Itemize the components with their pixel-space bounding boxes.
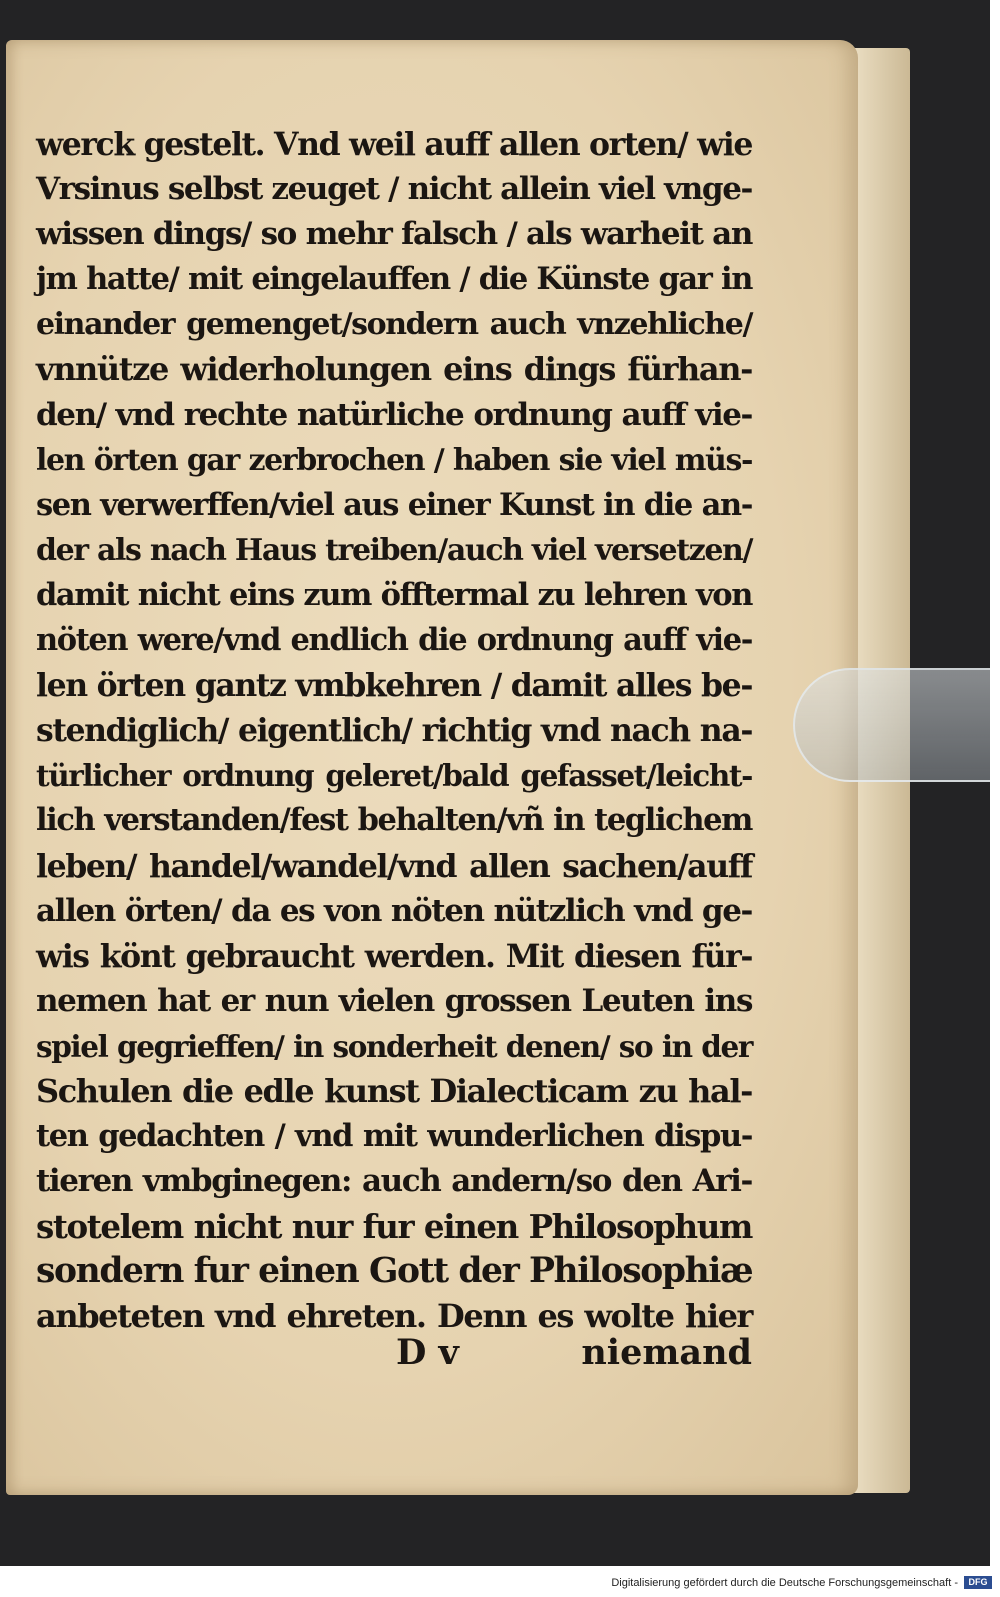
text-line: türlicher ordnung geleret/bald gefasset/leicht- — [36, 758, 752, 794]
text-line: sen verwerffen/viel aus einer Kunst in die an- — [36, 486, 752, 523]
text-line: sondern fur einen Gott der Philosophiæ — [36, 1251, 753, 1292]
text-line: jm hatte/ mit eingelauffen / die Künste gar in — [36, 261, 752, 298]
text-line: stendiglich/ eigentlich/ richtig vnd nach na- — [36, 712, 752, 750]
text-line: nemen hat er nun vielen grossen Leuten ins — [36, 982, 752, 1019]
text-line: Vrsinus selbst zeuget / nicht allein viel vnge- — [36, 171, 752, 208]
text-line: spiel gegrieffen/ in sonderheit denen/ so in der — [36, 1028, 752, 1064]
text-line: ten gedachten / vnd mit wunderlichen dispu- — [36, 1118, 752, 1155]
text-line: vnnütze widerholungen eins dings fürhan- — [36, 350, 752, 389]
text-line: stotelem nicht nur fur einen Philosophum — [36, 1207, 752, 1247]
text-line: anbeteten vnd ehreten. Denn es wolte hier — [36, 1297, 752, 1336]
text-line: Schulen die edle kunst Dialecticam zu hal- — [36, 1071, 752, 1110]
text-line: den/ vnd rechte natürliche ordnung auff vie- — [36, 396, 752, 433]
text-line: tieren vmbginegen: auch andern/so den Ari- — [36, 1163, 752, 1200]
text-line: wissen dings/ so mehr falsch / als warheit an — [36, 216, 752, 253]
credit-text: Digitalisierung gefördert durch die Deutsche Forschungsgemeinschaft - — [611, 1577, 958, 1589]
text-line: wis könt gebraucht werden. Mit diesen für- — [36, 937, 752, 975]
page-foot — [36, 1332, 752, 1378]
text-line: werck gestelt. Vnd weil auff allen orten/ wie — [36, 126, 752, 163]
catchword: niemand — [581, 1332, 752, 1373]
page-clip — [793, 668, 990, 782]
dfg-logo: DFG — [964, 1576, 992, 1589]
text-line: leben/ handel/wandel/vnd allen sachen/auff — [36, 847, 752, 885]
credit-bar — [0, 1566, 1000, 1597]
text-line: len örten gantz vmbkehren / damit alles be- — [36, 667, 752, 705]
text-line: einander gemenget/sondern auch vnzehliche/ — [36, 307, 752, 343]
text-line: nöten were/vnd endlich die ordnung auff vie- — [36, 622, 752, 659]
signature-mark: D v — [396, 1332, 459, 1373]
text-line: der als nach Haus treiben/auch viel versetzen/ — [36, 532, 752, 568]
text-line: len örten gar zerbrochen / haben sie viel müs- — [36, 442, 752, 478]
page-body-text — [36, 122, 752, 1340]
text-line: allen örten/ da es von nöten nützlich vnd ge- — [36, 892, 752, 929]
book-page — [6, 40, 858, 1495]
text-line: lich verstanden/fest behalten/vñ in teglichem — [36, 802, 752, 839]
text-line: damit nicht eins zum öfftermal zu lehren von — [36, 576, 752, 613]
